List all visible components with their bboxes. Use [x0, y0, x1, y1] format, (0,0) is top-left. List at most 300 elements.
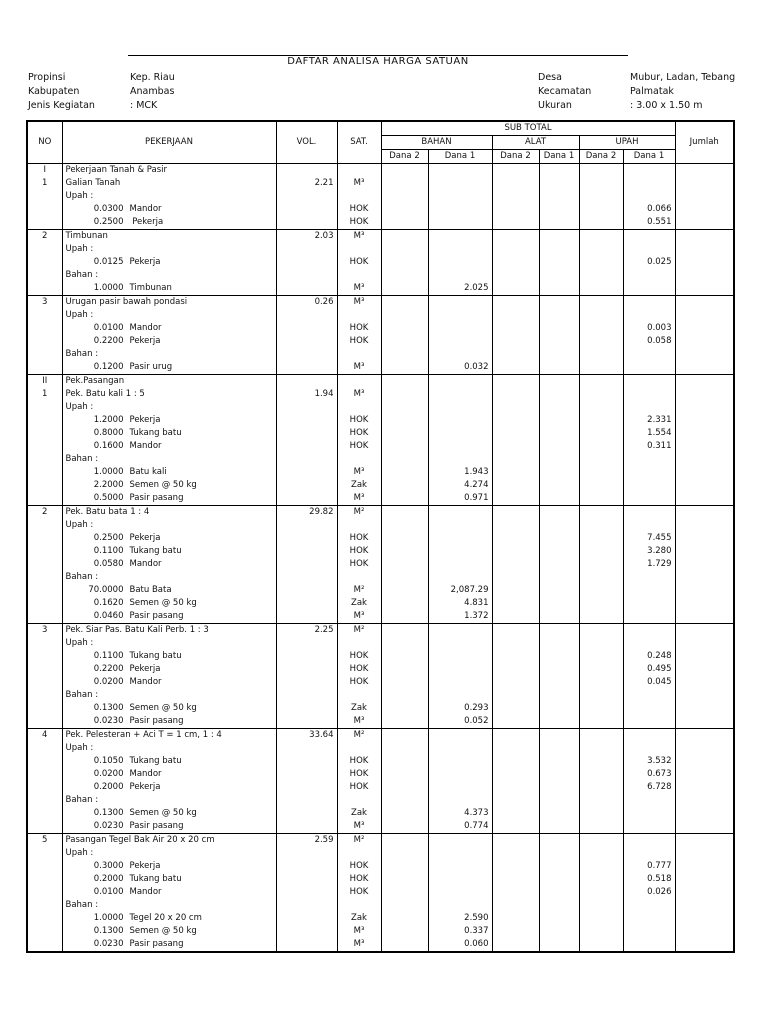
cell-sat: HOK — [337, 545, 381, 558]
cell-sat: HOK — [337, 427, 381, 440]
cell-alat-dana2 — [492, 729, 539, 743]
cell-vol — [276, 663, 337, 676]
table-row — [27, 925, 734, 938]
cell-bahan-dana1 — [428, 506, 492, 520]
cell-bahan-dana2 — [381, 164, 428, 178]
cell-jumlah — [675, 558, 734, 571]
cell-vol — [276, 269, 337, 282]
cell-upah-dana2 — [579, 164, 623, 178]
cell-bahan-dana1 — [428, 335, 492, 348]
cell-alat-dana2 — [492, 296, 539, 310]
cell-upah-dana1 — [623, 230, 675, 244]
cell-alat-dana2 — [492, 401, 539, 414]
cell-pekerjaan: Upah : — [62, 243, 276, 256]
cell-upah-dana1: 0.026 — [623, 886, 675, 899]
cell-pekerjaan — [62, 203, 276, 216]
header-alat-dana2: Dana 2 — [492, 150, 539, 164]
cell-jumlah — [675, 624, 734, 638]
header-upah-dana2: Dana 2 — [579, 150, 623, 164]
coefficient: 0.3000 — [93, 861, 124, 871]
cell-alat-dana1 — [539, 256, 579, 269]
cell-upah-dana1: 0.311 — [623, 440, 675, 453]
cell-bahan-dana1 — [428, 519, 492, 532]
cell-upah-dana2 — [579, 860, 623, 873]
cell-bahan-dana1 — [428, 309, 492, 322]
cell-vol — [276, 440, 337, 453]
cell-sat: HOK — [337, 781, 381, 794]
cell-pekerjaan — [62, 768, 276, 781]
cell-alat-dana1 — [539, 506, 579, 520]
cell-alat-dana2 — [492, 768, 539, 781]
cell-alat-dana1 — [539, 886, 579, 899]
cell-sat — [337, 269, 381, 282]
cell-sat: Zak — [337, 597, 381, 610]
cell-jumlah — [675, 912, 734, 925]
cell-jumlah — [675, 781, 734, 794]
cell-bahan-dana1: 1.943 — [428, 466, 492, 479]
cell-upah-dana2 — [579, 938, 623, 952]
cell-vol — [276, 164, 337, 178]
item-name: Mandor — [129, 769, 162, 779]
cell-no — [27, 309, 62, 322]
cell-no — [27, 414, 62, 427]
table-header — [27, 121, 734, 164]
table-row — [27, 912, 734, 925]
cell-sat: HOK — [337, 256, 381, 269]
cell-jumlah — [675, 361, 734, 375]
cell-jumlah — [675, 506, 734, 520]
cell-pekerjaan — [62, 860, 276, 873]
cell-upah-dana2 — [579, 702, 623, 715]
cell-alat-dana2 — [492, 925, 539, 938]
cell-vol — [276, 532, 337, 545]
table-row — [27, 729, 734, 743]
cell-bahan-dana1: 0.293 — [428, 702, 492, 715]
cell-upah-dana1 — [623, 466, 675, 479]
cell-bahan-dana2 — [381, 820, 428, 834]
info-label-desa: Desa — [538, 72, 562, 83]
cell-pekerjaan — [62, 532, 276, 545]
cell-bahan-dana1 — [428, 545, 492, 558]
cell-upah-dana2 — [579, 689, 623, 702]
cell-upah-dana2 — [579, 925, 623, 938]
analysis-table — [26, 120, 735, 953]
cell-bahan-dana2 — [381, 203, 428, 216]
table-row — [27, 715, 734, 729]
cell-jumlah — [675, 637, 734, 650]
cell-jumlah — [675, 190, 734, 203]
table-row — [27, 755, 734, 768]
cell-no: 4 — [27, 729, 62, 743]
cell-upah-dana2 — [579, 243, 623, 256]
cell-bahan-dana1 — [428, 269, 492, 282]
cell-pekerjaan — [62, 558, 276, 571]
cell-bahan-dana1 — [428, 886, 492, 899]
cell-pekerjaan — [62, 912, 276, 925]
cell-vol — [276, 610, 337, 624]
cell-upah-dana2 — [579, 755, 623, 768]
cell-bahan-dana2 — [381, 375, 428, 389]
cell-bahan-dana2 — [381, 676, 428, 689]
cell-upah-dana1 — [623, 807, 675, 820]
cell-bahan-dana2 — [381, 216, 428, 230]
cell-jumlah — [675, 755, 734, 768]
cell-jumlah — [675, 860, 734, 873]
cell-alat-dana1 — [539, 296, 579, 310]
cell-sat: HOK — [337, 663, 381, 676]
cell-alat-dana1 — [539, 637, 579, 650]
cell-upah-dana2 — [579, 584, 623, 597]
cell-jumlah — [675, 375, 734, 389]
header-bahan-dana2: Dana 2 — [381, 150, 428, 164]
cell-bahan-dana2 — [381, 309, 428, 322]
cell-no — [27, 755, 62, 768]
cell-sat: M³ — [337, 715, 381, 729]
cell-alat-dana2 — [492, 414, 539, 427]
cell-vol — [276, 466, 337, 479]
cell-bahan-dana1 — [428, 689, 492, 702]
cell-bahan-dana1: 0.032 — [428, 361, 492, 375]
cell-jumlah — [675, 466, 734, 479]
coefficient: 0.1300 — [93, 926, 124, 936]
cell-pekerjaan: Upah : — [62, 519, 276, 532]
cell-vol — [276, 899, 337, 912]
coefficient: 0.1300 — [93, 808, 124, 818]
cell-jumlah — [675, 256, 734, 269]
cell-bahan-dana1 — [428, 899, 492, 912]
cell-sat — [337, 190, 381, 203]
cell-bahan-dana1 — [428, 729, 492, 743]
cell-upah-dana2 — [579, 466, 623, 479]
item-name: Pasir pasang — [129, 939, 184, 949]
cell-bahan-dana1 — [428, 216, 492, 230]
cell-vol: 2.59 — [276, 834, 337, 848]
coefficient: 0.8000 — [93, 428, 124, 438]
cell-bahan-dana2 — [381, 492, 428, 506]
cell-vol — [276, 335, 337, 348]
table-row — [27, 781, 734, 794]
cell-pekerjaan: Bahan : — [62, 348, 276, 361]
table-row — [27, 532, 734, 545]
cell-pekerjaan: Upah : — [62, 742, 276, 755]
cell-upah-dana2 — [579, 322, 623, 335]
cell-vol — [276, 203, 337, 216]
cell-jumlah — [675, 243, 734, 256]
table-row — [27, 282, 734, 296]
cell-sat: HOK — [337, 203, 381, 216]
cell-alat-dana2 — [492, 519, 539, 532]
cell-pekerjaan — [62, 584, 276, 597]
coefficient: 1.0000 — [93, 913, 124, 923]
cell-alat-dana1 — [539, 860, 579, 873]
cell-alat-dana1 — [539, 519, 579, 532]
item-name: Pasir urug — [129, 362, 173, 372]
table-row — [27, 243, 734, 256]
cell-alat-dana2 — [492, 558, 539, 571]
cell-jumlah — [675, 532, 734, 545]
cell-bahan-dana2 — [381, 912, 428, 925]
cell-alat-dana1 — [539, 702, 579, 715]
cell-upah-dana1: 6.728 — [623, 781, 675, 794]
cell-jumlah — [675, 663, 734, 676]
cell-pekerjaan — [62, 361, 276, 375]
cell-vol — [276, 886, 337, 899]
coefficient: 0.5000 — [93, 493, 124, 503]
cell-bahan-dana1 — [428, 637, 492, 650]
cell-alat-dana1 — [539, 899, 579, 912]
cell-bahan-dana2 — [381, 834, 428, 848]
cell-pekerjaan: Pek. Siar Pas. Batu Kali Perb. 1 : 3 — [62, 624, 276, 638]
cell-no — [27, 545, 62, 558]
cell-upah-dana2 — [579, 742, 623, 755]
cell-bahan-dana2 — [381, 519, 428, 532]
table-row — [27, 296, 734, 310]
cell-vol — [276, 427, 337, 440]
cell-alat-dana1 — [539, 676, 579, 689]
table-row — [27, 860, 734, 873]
cell-sat — [337, 899, 381, 912]
item-name: Pekerja — [129, 217, 164, 227]
cell-bahan-dana2 — [381, 545, 428, 558]
cell-alat-dana2 — [492, 663, 539, 676]
cell-alat-dana1 — [539, 834, 579, 848]
info-label-ukuran: Ukuran — [538, 100, 572, 111]
cell-upah-dana1 — [623, 742, 675, 755]
coefficient: 0.0200 — [93, 769, 124, 779]
cell-vol — [276, 650, 337, 663]
item-name: Tukang batu — [129, 546, 182, 556]
cell-sat: HOK — [337, 860, 381, 873]
table-row — [27, 807, 734, 820]
cell-vol: 2.25 — [276, 624, 337, 638]
cell-upah-dana1 — [623, 361, 675, 375]
cell-pekerjaan — [62, 676, 276, 689]
cell-vol — [276, 492, 337, 506]
cell-no — [27, 820, 62, 834]
item-name: Semen @ 50 kg — [129, 703, 197, 713]
coefficient: 0.0230 — [93, 939, 124, 949]
table-row — [27, 203, 734, 216]
cell-sat: M³ — [337, 938, 381, 952]
cell-upah-dana1 — [623, 925, 675, 938]
cell-vol — [276, 375, 337, 389]
cell-sat: M³ — [337, 492, 381, 506]
cell-upah-dana1: 0.518 — [623, 873, 675, 886]
cell-no — [27, 650, 62, 663]
cell-jumlah — [675, 899, 734, 912]
cell-alat-dana1 — [539, 545, 579, 558]
info-value-kabupaten: Anambas — [130, 86, 175, 97]
cell-jumlah — [675, 938, 734, 952]
cell-no — [27, 597, 62, 610]
table-row — [27, 834, 734, 848]
cell-no — [27, 243, 62, 256]
cell-no — [27, 322, 62, 335]
cell-alat-dana1 — [539, 164, 579, 178]
cell-no — [27, 899, 62, 912]
cell-alat-dana1 — [539, 794, 579, 807]
cell-alat-dana2 — [492, 912, 539, 925]
cell-jumlah — [675, 597, 734, 610]
cell-bahan-dana2 — [381, 689, 428, 702]
cell-bahan-dana1 — [428, 230, 492, 244]
coefficient: 0.0300 — [93, 204, 124, 214]
cell-alat-dana1 — [539, 388, 579, 401]
cell-no: 1 — [27, 177, 62, 190]
info-label-kecamatan: Kecamatan — [538, 86, 592, 97]
cell-alat-dana2 — [492, 492, 539, 506]
cell-upah-dana1 — [623, 164, 675, 178]
coefficient: 70.0000 — [88, 585, 124, 595]
cell-alat-dana1 — [539, 912, 579, 925]
table-row — [27, 689, 734, 702]
cell-bahan-dana1 — [428, 322, 492, 335]
header-alat: ALAT — [492, 136, 579, 150]
cell-pekerjaan — [62, 938, 276, 952]
item-name: Semen @ 50 kg — [129, 926, 197, 936]
cell-jumlah — [675, 492, 734, 506]
table-body — [27, 164, 734, 953]
cell-jumlah — [675, 309, 734, 322]
coefficient: 0.0100 — [93, 887, 124, 897]
coefficient: 0.2000 — [93, 782, 124, 792]
cell-jumlah — [675, 807, 734, 820]
header-sat: SAT. — [337, 121, 381, 164]
item-name: Pekerja — [129, 533, 161, 543]
cell-no — [27, 203, 62, 216]
cell-pekerjaan — [62, 216, 276, 230]
cell-upah-dana1: 0.003 — [623, 322, 675, 335]
cell-jumlah — [675, 427, 734, 440]
cell-bahan-dana2 — [381, 427, 428, 440]
cell-sat: M³ — [337, 361, 381, 375]
cell-vol — [276, 414, 337, 427]
cell-pekerjaan — [62, 545, 276, 558]
cell-bahan-dana1 — [428, 558, 492, 571]
header-upah: UPAH — [579, 136, 675, 150]
cell-jumlah — [675, 335, 734, 348]
cell-bahan-dana2 — [381, 597, 428, 610]
cell-jumlah — [675, 820, 734, 834]
cell-alat-dana2 — [492, 322, 539, 335]
cell-pekerjaan — [62, 755, 276, 768]
cell-sat: HOK — [337, 335, 381, 348]
cell-alat-dana1 — [539, 230, 579, 244]
cell-upah-dana1: 0.045 — [623, 676, 675, 689]
cell-upah-dana1: 0.673 — [623, 768, 675, 781]
cell-bahan-dana2 — [381, 742, 428, 755]
cell-upah-dana2 — [579, 794, 623, 807]
cell-alat-dana2 — [492, 427, 539, 440]
cell-sat: HOK — [337, 322, 381, 335]
cell-sat — [337, 375, 381, 389]
cell-alat-dana2 — [492, 335, 539, 348]
cell-bahan-dana1 — [428, 177, 492, 190]
cell-upah-dana1 — [623, 702, 675, 715]
cell-jumlah — [675, 414, 734, 427]
cell-no — [27, 361, 62, 375]
coefficient: 0.2000 — [93, 874, 124, 884]
cell-upah-dana2 — [579, 375, 623, 389]
item-name: Pasir pasang — [129, 821, 184, 831]
cell-vol — [276, 519, 337, 532]
header-bahan-dana1: Dana 1 — [428, 150, 492, 164]
cell-alat-dana2 — [492, 309, 539, 322]
cell-sat: HOK — [337, 873, 381, 886]
cell-alat-dana1 — [539, 453, 579, 466]
cell-alat-dana1 — [539, 282, 579, 296]
cell-bahan-dana2 — [381, 899, 428, 912]
cell-sat — [337, 742, 381, 755]
cell-alat-dana1 — [539, 663, 579, 676]
cell-bahan-dana1: 2,087.29 — [428, 584, 492, 597]
cell-bahan-dana1 — [428, 847, 492, 860]
cell-no — [27, 269, 62, 282]
cell-no — [27, 479, 62, 492]
cell-sat: HOK — [337, 650, 381, 663]
cell-no — [27, 282, 62, 296]
table-row — [27, 427, 734, 440]
cell-alat-dana1 — [539, 558, 579, 571]
cell-alat-dana2 — [492, 348, 539, 361]
item-name: Tukang batu — [129, 874, 182, 884]
cell-sat — [337, 401, 381, 414]
coefficient: 0.1100 — [93, 651, 124, 661]
document-title: DAFTAR ANALISA HARGA SATUAN — [287, 56, 469, 67]
coefficient: 0.0460 — [93, 611, 124, 621]
cell-vol — [276, 702, 337, 715]
item-name: Tukang batu — [129, 428, 182, 438]
item-name: Pekerja — [129, 664, 161, 674]
cell-alat-dana2 — [492, 282, 539, 296]
cell-alat-dana2 — [492, 230, 539, 244]
cell-vol — [276, 361, 337, 375]
cell-upah-dana1 — [623, 388, 675, 401]
coefficient: 0.1300 — [93, 703, 124, 713]
cell-bahan-dana1 — [428, 427, 492, 440]
cell-upah-dana1 — [623, 506, 675, 520]
item-name: Mandor — [129, 559, 162, 569]
cell-vol — [276, 479, 337, 492]
cell-bahan-dana1 — [428, 532, 492, 545]
cell-bahan-dana2 — [381, 558, 428, 571]
item-name: Batu kali — [129, 467, 167, 477]
cell-pekerjaan — [62, 282, 276, 296]
cell-alat-dana2 — [492, 689, 539, 702]
cell-vol — [276, 216, 337, 230]
cell-no: 1 — [27, 388, 62, 401]
cell-alat-dana1 — [539, 177, 579, 190]
cell-alat-dana1 — [539, 348, 579, 361]
coefficient: 1.0000 — [93, 283, 124, 293]
cell-alat-dana2 — [492, 860, 539, 873]
cell-upah-dana2 — [579, 361, 623, 375]
cell-vol — [276, 676, 337, 689]
cell-upah-dana2 — [579, 912, 623, 925]
item-name: Semen @ 50 kg — [129, 598, 197, 608]
cell-alat-dana1 — [539, 873, 579, 886]
cell-jumlah — [675, 322, 734, 335]
cell-alat-dana1 — [539, 335, 579, 348]
cell-alat-dana2 — [492, 650, 539, 663]
table-row — [27, 624, 734, 638]
table-row — [27, 584, 734, 597]
cell-bahan-dana2 — [381, 847, 428, 860]
item-name: Mandor — [129, 204, 162, 214]
cell-no: I — [27, 164, 62, 178]
cell-pekerjaan — [62, 807, 276, 820]
cell-alat-dana2 — [492, 794, 539, 807]
